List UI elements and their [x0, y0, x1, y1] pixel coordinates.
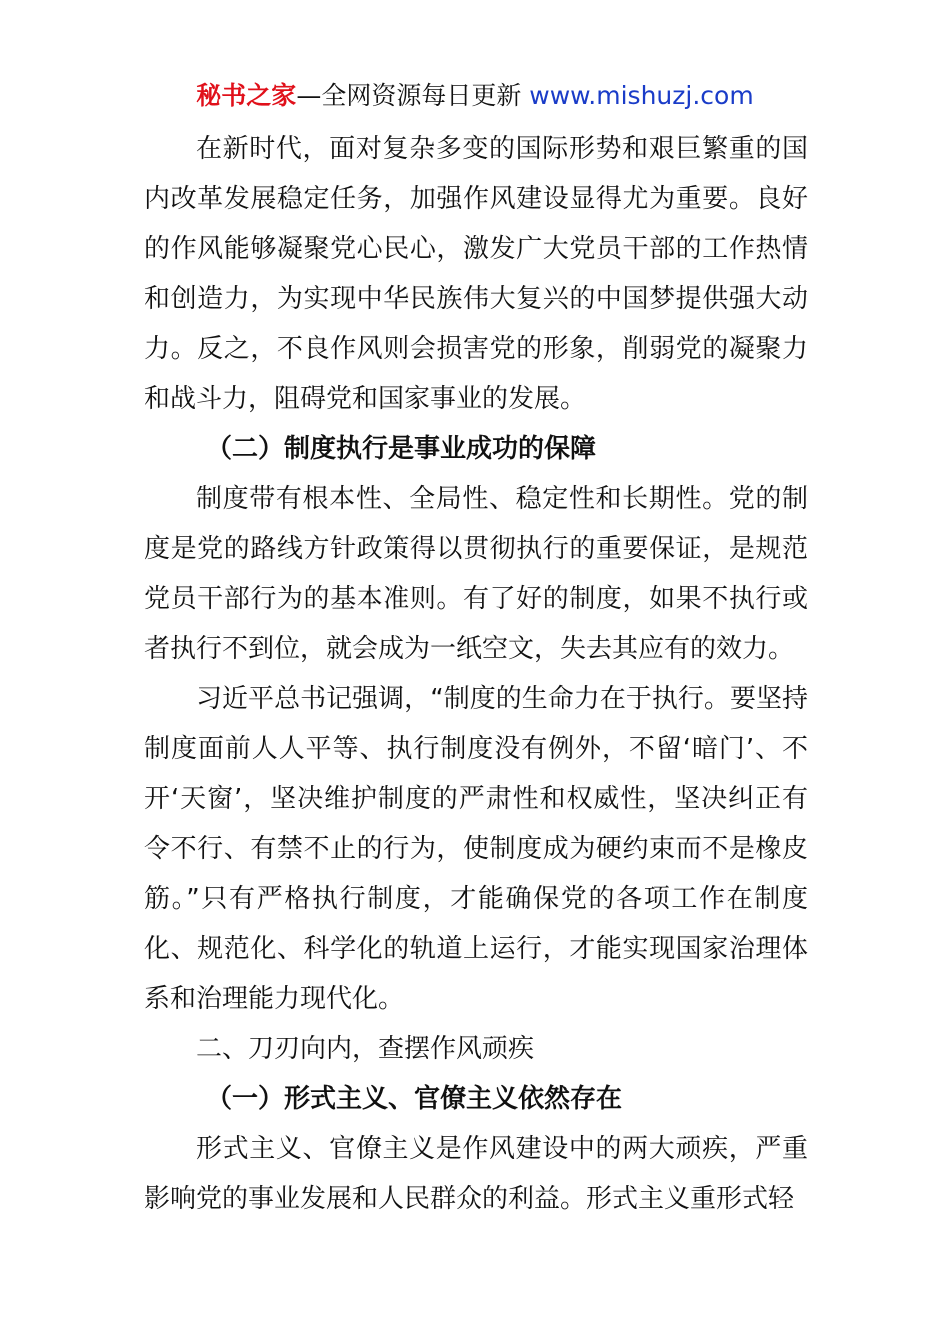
- brand-name: 秘书之家: [196, 81, 297, 110]
- paragraph-formalism: 形式主义、官僚主义是作风建设中的两大顽疾，严重影响党的事业发展和人民群众的利益。形式主义重形式轻: [144, 1134, 808, 1214]
- header-tagline: —全网资源每日更新: [296, 81, 530, 110]
- section-heading-formalism-bureaucracy: （一）形式主义、官僚主义依然存在: [206, 1084, 623, 1114]
- document-body: [144, 124, 808, 1224]
- paragraph-xi-quote: 习近平总书记强调，“制度的生命力在于执行。要坚持制度面前人人平等、执行制度没有例外，不留‘暗门’、不开‘天窗’，坚决维护制度的严肃性和权威性，坚决纠正有令不行、有禁不止的行为，使制度成为硬约束而不是橡皮筋。”只有严格执行制度，才能确保党的各项工作在制度化、规范化、科学化的轨道上运行，才能实现国家治理体系和治理能力现代化。: [144, 684, 808, 1014]
- site-header: [0, 78, 950, 114]
- section-heading-institution-execution: （二）制度执行是事业成功的保障: [206, 434, 597, 464]
- section-heading-self-examination: 二、刀刃向内，查摆作风顽疾: [196, 1034, 535, 1064]
- paragraph-style-importance: 在新时代，面对复杂多变的国际形势和艰巨繁重的国内改革发展稳定任务，加强作风建设显得尤为重要。良好的作风能够凝聚党心民心，激发广大党员干部的工作热情和创造力，为实现中华民族伟大复兴的中国梦提供强大动力。反之，不良作风则会损害党的形象，削弱党的凝聚力和战斗力，阻碍党和国家事业的发展。: [144, 134, 808, 414]
- paragraph-institution-nature: 制度带有根本性、全局性、稳定性和长期性。党的制度是党的路线方针政策得以贯彻执行的重要保证，是规范党员干部行为的基本准则。有了好的制度，如果不执行或者执行不到位，就会成为一纸空文，失去其应有的效力。: [144, 484, 808, 664]
- site-url-link[interactable]: www.mishuzj.com: [529, 81, 754, 110]
